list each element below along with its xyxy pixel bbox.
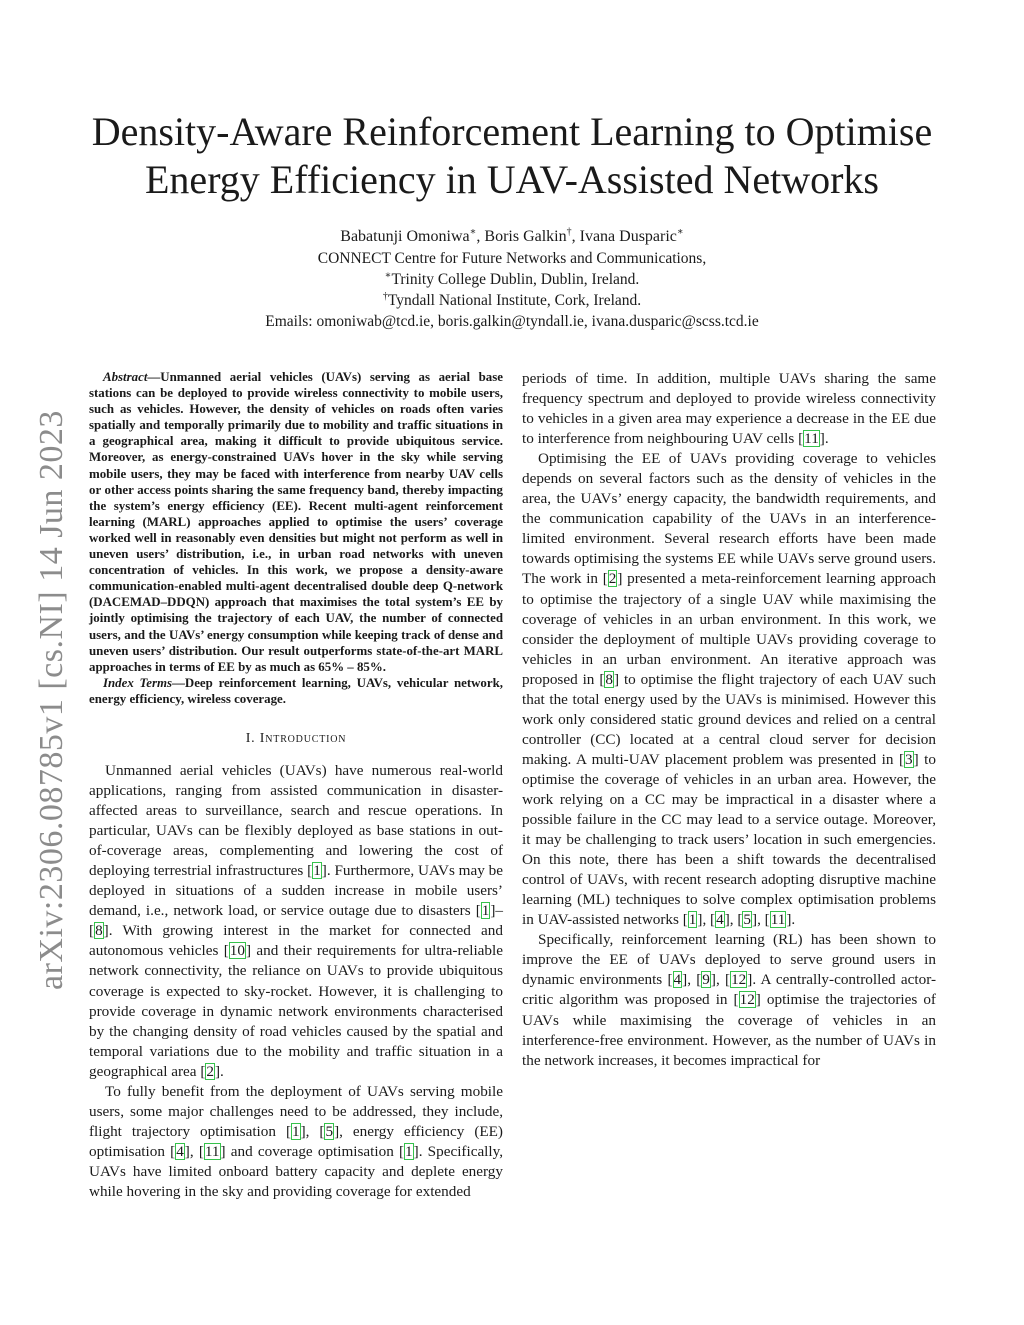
intro-paragraph-4: Specifically, reinforcement learning (RL) has been shown to improve the EE of UAVs deployed to serve ground users in dynamic environments [4], [9], [12]. A centrally-controlled actor-critic algorithm was proposed in [12] optimise the trajectories of UAVs while maximising the coverage of vehicles in an interference-free environment. However, as the number of UAVs in the network increases, it becomes impractical for — [522, 931, 937, 1069]
author-emails: Emails: omoniwab@tcd.ie, boris.galkin@tyndall.ie, ivana.dusparic@scss.tcd.ie — [265, 313, 759, 330]
section-heading-introduction: I. Introduction — [245, 730, 347, 746]
citation-link[interactable]: 8 — [95, 922, 103, 940]
citation-link[interactable]: 10 — [229, 942, 245, 960]
affiliation-tcd: ∗Trinity College Dublin, Dublin, Ireland. — [384, 269, 640, 288]
citation-link[interactable]: 2 — [608, 570, 617, 588]
intro-paragraph-3: Optimising the EE of UAVs providing coverage to vehicles depends on several factors such as the density of vehicles in the area, the UAVs’ energy capacity, the bandwidth requirements, and the communication capability of the UAVs in an interference-limited environment. Several research efforts have been made towards optimising the systems EE while UAVs serve ground users. The work in [2] presented a meta-reinforcement learning approach to optimise the trajectory of a single UAV while maximising the coverage of vehicles in an urban environment. In this work, we consider the deployment of multiple UAVs providing coverage to vehicles in an urban environment. An iterative approach was proposed in [8] to optimise the flight trajectory of each UAV such that the total energy used by the UAVs is minimised. However this work only considered static ground devices and relied on a central controller (CC) located at a central cloud server for decision making. A multi-UAV placement problem was presented in [3] to optimise the coverage of vehicles in an urban area. However, the work relying on a CC may be impractical in a disaster where a possible failure in the CC may lead to a service outage. Moreover, it may be challenging to track users’ location in such emergencies. On this note, there has been a shift towards the decentralised control of UAVs, with recent research adopting disruptive machine learning (ML) techniques to solve complex optimisation problems in UAV-assisted networks [1], [4], [5], [11]. — [522, 450, 936, 929]
citation-link[interactable]: 9 — [702, 971, 710, 989]
title-line-1: Density-Aware Reinforcement Learning to Optimise — [91, 109, 933, 154]
citation-link[interactable]: 12 — [739, 991, 755, 1009]
abstract — [89, 369, 503, 707]
abstract-text: Abstract—Unmanned aerial vehicles (UAVs) serving as aerial base stations can be deployed to provide wireless connectivity to mobile users, such as vehicles. However, the density of vehicles on roads often varies spatially and temporally primarily due to mobility and traffic situations in a geographical area, making it difficult to provide ubiquitous service. Moreover, as energy-constrained UAVs hover in the sky while serving mobile users, they may be faced with interference from nearby UAV cells or other access points sharing the same frequency band, thereby impacting the system’s energy efficiency (EE). Recent multi-agent reinforcement learning (MARL) approaches applied to optimise the users’ coverage worked well in reasonably even densities but might not perform as well in uneven users’ distribution, i.e., in urban road networks with uneven concentration of vehicles. In this work, we propose a density-aware communication-enabled multi-agent decentralised double deep Q-network (DACEMAD–DDQN) approach that maximises the total system’s EE by jointly optimising the trajectory of each UAV, the number of connected users, and the UAVs’ energy consumption while keeping track of dense and uneven users’ distribution. Our result outperforms state-of-the-art MARL approaches in terms of EE by as much as 65% – 85%. — [89, 370, 503, 674]
author-block — [60, 226, 964, 332]
citation-link[interactable]: 12 — [731, 971, 747, 989]
citation-link[interactable]: 4 — [176, 1142, 184, 1160]
citation-link[interactable]: 4 — [716, 911, 724, 929]
citation-link[interactable]: 11 — [204, 1142, 220, 1160]
right-column — [522, 369, 936, 1071]
author-name: Ivana Dusparic — [579, 228, 677, 245]
author-name: Babatunji Omoniwa — [340, 228, 470, 245]
citation-link[interactable]: 3 — [905, 750, 913, 768]
author-name: Boris Galkin — [484, 228, 567, 245]
affiliation-mark: ∗ — [384, 269, 392, 281]
author-names: Babatunji Omoniwa∗, Boris Galkin†, Ivana Dusparic∗ — [340, 226, 684, 245]
affiliation-tyndall: †Tyndall National Institute, Cork, Ireland. — [382, 290, 642, 309]
citation-link[interactable]: 1 — [405, 1142, 413, 1160]
affiliation-mark: ∗ — [469, 226, 477, 238]
affiliation-centre: CONNECT Centre for Future Networks and Communications, — [317, 250, 707, 267]
citation-link[interactable]: 8 — [605, 670, 613, 688]
citation-link[interactable]: 4 — [673, 971, 682, 989]
left-column — [89, 369, 503, 1202]
citation-link[interactable]: 1 — [688, 911, 697, 929]
affiliation-mark: † — [382, 290, 388, 302]
index-terms: Index Terms—Deep reinforcement learning, UAVs, vehicular network, energy efficiency, wireless coverage. — [89, 675, 503, 706]
paper-title — [60, 108, 964, 204]
title-line-2: Energy Efficiency in UAV-Assisted Networks — [145, 157, 879, 202]
arxiv-identifier: arXiv:2306.08785v1 [cs.NI] 14 Jun 2023 — [33, 410, 70, 990]
abstract-label: Abstract — [103, 370, 148, 384]
citation-link[interactable]: 1 — [313, 862, 321, 880]
citation-link[interactable]: 11 — [770, 911, 786, 929]
citation-link[interactable]: 2 — [206, 1062, 214, 1080]
intro-paragraph-2: To fully benefit from the deployment of UAVs serving mobile users, some major challenges need to be addressed, they include, flight trajectory optimisation [1], [5], energy efficiency (EE) optimisation [4], [11] and coverage optimisation [1]. Specifically, UAVs have limited onboard battery capacity and deplete energy while hovering in the sky and providing coverage for extended — [89, 1082, 504, 1200]
citation-link[interactable]: 11 — [804, 430, 819, 448]
intro-paragraph-2-continued: periods of time. In addition, multiple UAVs sharing the same frequency spectrum and deployed to provide wireless connectivity to vehicles in a given area may experience a decrease in the EE due to interference from neighbouring UAV cells [11]. — [522, 370, 936, 448]
citation-link[interactable]: 5 — [743, 911, 752, 929]
affiliation-mark: ∗ — [676, 226, 684, 238]
intro-paragraph-1: Unmanned aerial vehicles (UAVs) have numerous real-world applications, ranging from assisted communication in disaster-affected areas to surveillance, search and rescue operations. In particular, UAVs can be flexibly deployed as base stations in out-of-coverage areas, complementing and lowering the cost of deploying terrestrial infrastructures [1]. Furthermore, UAVs may be deployed in situations of a sudden increase in mobile users’ demand, i.e., network load, or service outage due to disasters [1]–[8]. With growing interest in the market for connected and autonomous vehicles [10] and their requirements for ultra-reliable network connectivity, the reliance on UAVs to provide ubiquitous coverage is expected to sky-rocket. However, it is challenging to provide coverage in dynamic network environments characterised by the changing density of road vehicles caused by the spatial and temporal variations due to the mobility and traffic situation in a geographical area [2]. — [89, 762, 503, 1080]
citation-link[interactable]: 5 — [325, 1122, 334, 1140]
affiliation-mark: † — [566, 226, 572, 238]
citation-link[interactable]: 1 — [292, 1122, 300, 1140]
citation-link[interactable]: 1 — [481, 902, 490, 920]
index-terms-label: Index Terms — [103, 675, 173, 690]
